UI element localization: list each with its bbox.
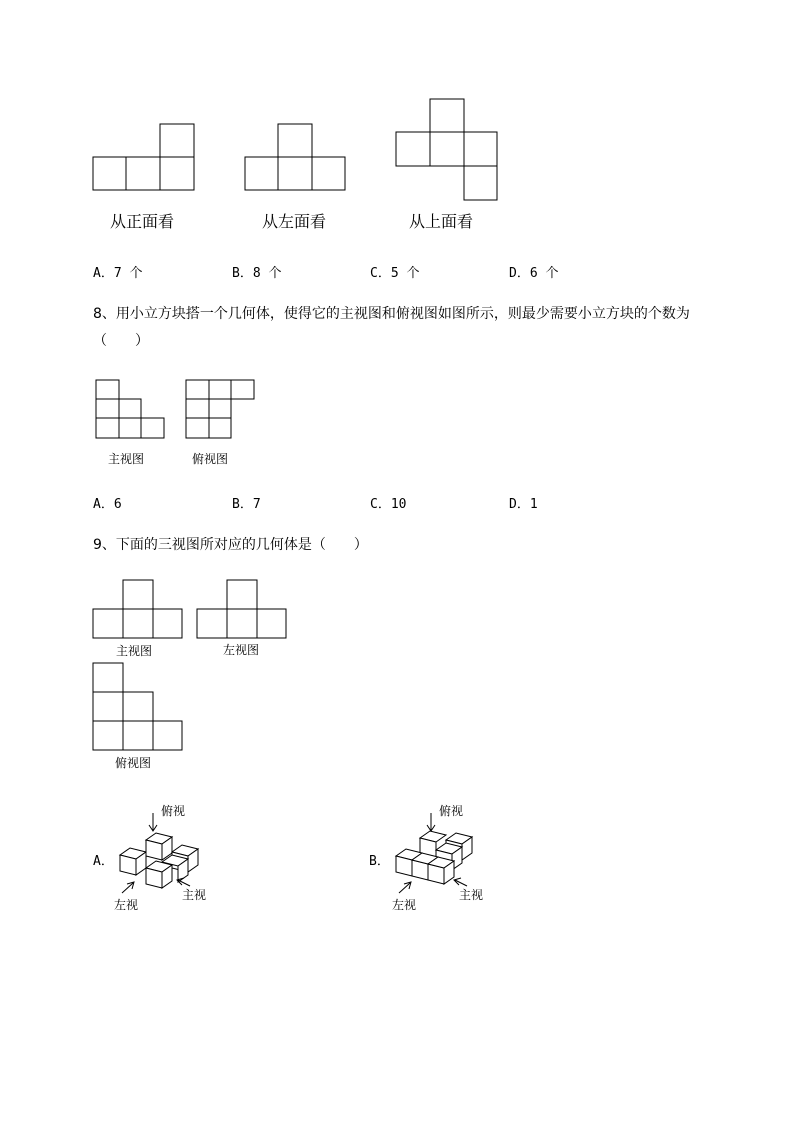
option-c: C．5 个: [370, 266, 420, 281]
q9-caption-front: 主视图: [116, 644, 153, 658]
q8-option-b: B．7: [232, 497, 261, 512]
option-d: D．6 个: [509, 266, 559, 281]
q9-b-arrow-top-label: 俯视: [439, 804, 464, 818]
q8-paren: （ ）: [93, 333, 149, 349]
q9-caption-left: 左视图: [223, 643, 260, 657]
q9-a-arrow-top-label: 俯视: [161, 804, 186, 818]
q9-stem: 9、下面的三视图所对应的几何体是（ ）: [93, 537, 368, 553]
q8-caption-top: 俯视图: [192, 452, 229, 466]
q9-b-arrow-front-label: 主视: [459, 888, 484, 902]
q9-caption-top: 俯视图: [115, 756, 152, 770]
view-label-front: 从正面看: [110, 212, 175, 231]
q9-a-arrow-front-label: 主视: [182, 888, 207, 902]
q8-stem: 8、用小立方块搭一个几何体，使得它的主视图和俯视图如图所示，则最少需要小立方块的个数为: [93, 306, 690, 322]
q9-b-arrow-left-label: 左视: [392, 898, 417, 912]
q9-option-b-letter: B．: [369, 854, 390, 869]
q8-option-d: D．1: [509, 497, 538, 512]
option-a: A．7 个: [93, 266, 143, 281]
q9-option-a-letter: A．: [93, 854, 114, 869]
q9-a-arrow-left-label: 左视: [114, 898, 139, 912]
view-label-top: 从上面看: [409, 212, 474, 231]
q8-option-a: A．6: [93, 497, 122, 512]
view-label-left: 从左面看: [262, 212, 327, 231]
q8-caption-front: 主视图: [108, 452, 145, 466]
q8-option-c: C．10: [370, 497, 407, 512]
option-b: B．8 个: [232, 266, 282, 281]
